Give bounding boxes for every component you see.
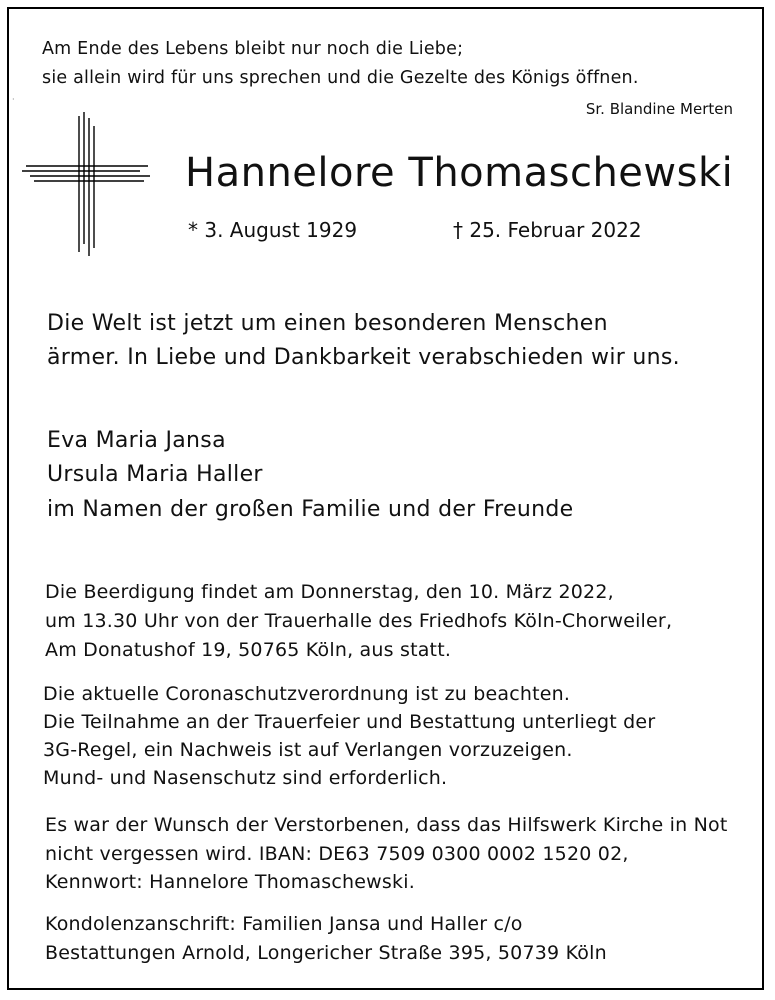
corona-line-3: 3G-Regel, ein Nachweis ist auf Verlangen vorzuzeigen. [43,739,573,761]
condolence-line-1: Kondolenzanschrift: Familien Jansa und Haller c/o [45,913,523,935]
deceased-name: Hannelore Thomaschewski [185,150,734,196]
corona-line-1: Die aktuelle Coronaschutzverordnung ist zu beachten. [43,683,571,705]
donation-line-2: nicht vergessen wird. IBAN: DE63 7509 0300 0002 1520 02, [45,843,629,865]
condolence-line-2: Bestattungen Arnold, Longericher Straße 395, 50739 Köln [45,942,607,964]
mourner-1: Eva Maria Jansa [47,428,226,453]
mourner-2: Ursula Maria Haller [47,462,263,487]
funeral-line-2: um 13.30 Uhr von der Trauerhalle des Friedhofs Köln-Chorweiler, [45,610,673,632]
margin-dot: · [12,95,15,104]
corona-line-2: Die Teilnahme an der Trauerfeier und Bestattung unterliegt der [43,711,656,733]
quote-line-1: Am Ende des Lebens bleibt nur noch die Liebe; [42,39,464,59]
funeral-line-1: Die Beerdigung findet am Donnerstag, den 10. März 2022, [45,581,614,603]
donation-line-1: Es war der Wunsch der Verstorbenen, dass das Hilfswerk Kirche in Not [45,814,728,836]
message-line-1: Die Welt ist jetzt um einen besonderen Menschen [47,311,608,336]
donation-line-3: Kennwort: Hannelore Thomaschewski. [45,871,415,893]
death-date: † 25. Februar 2022 [453,218,642,242]
funeral-line-3: Am Donatushof 19, 50765 Köln, aus statt. [45,639,452,661]
birth-date: * 3. August 1929 [188,218,358,242]
quote-line-2: sie allein wird für uns sprechen und die Gezelte des Königs öffnen. [42,68,639,88]
mourners-family: im Namen der großen Familie und der Freunde [47,497,574,522]
cross-icon [22,112,152,260]
corona-line-4: Mund- und Nasenschutz sind erforderlich. [43,767,448,789]
message-line-2: ärmer. In Liebe und Dankbarkeit verabschieden wir uns. [47,345,680,370]
quote-author: Sr. Blandine Merten [585,100,733,118]
